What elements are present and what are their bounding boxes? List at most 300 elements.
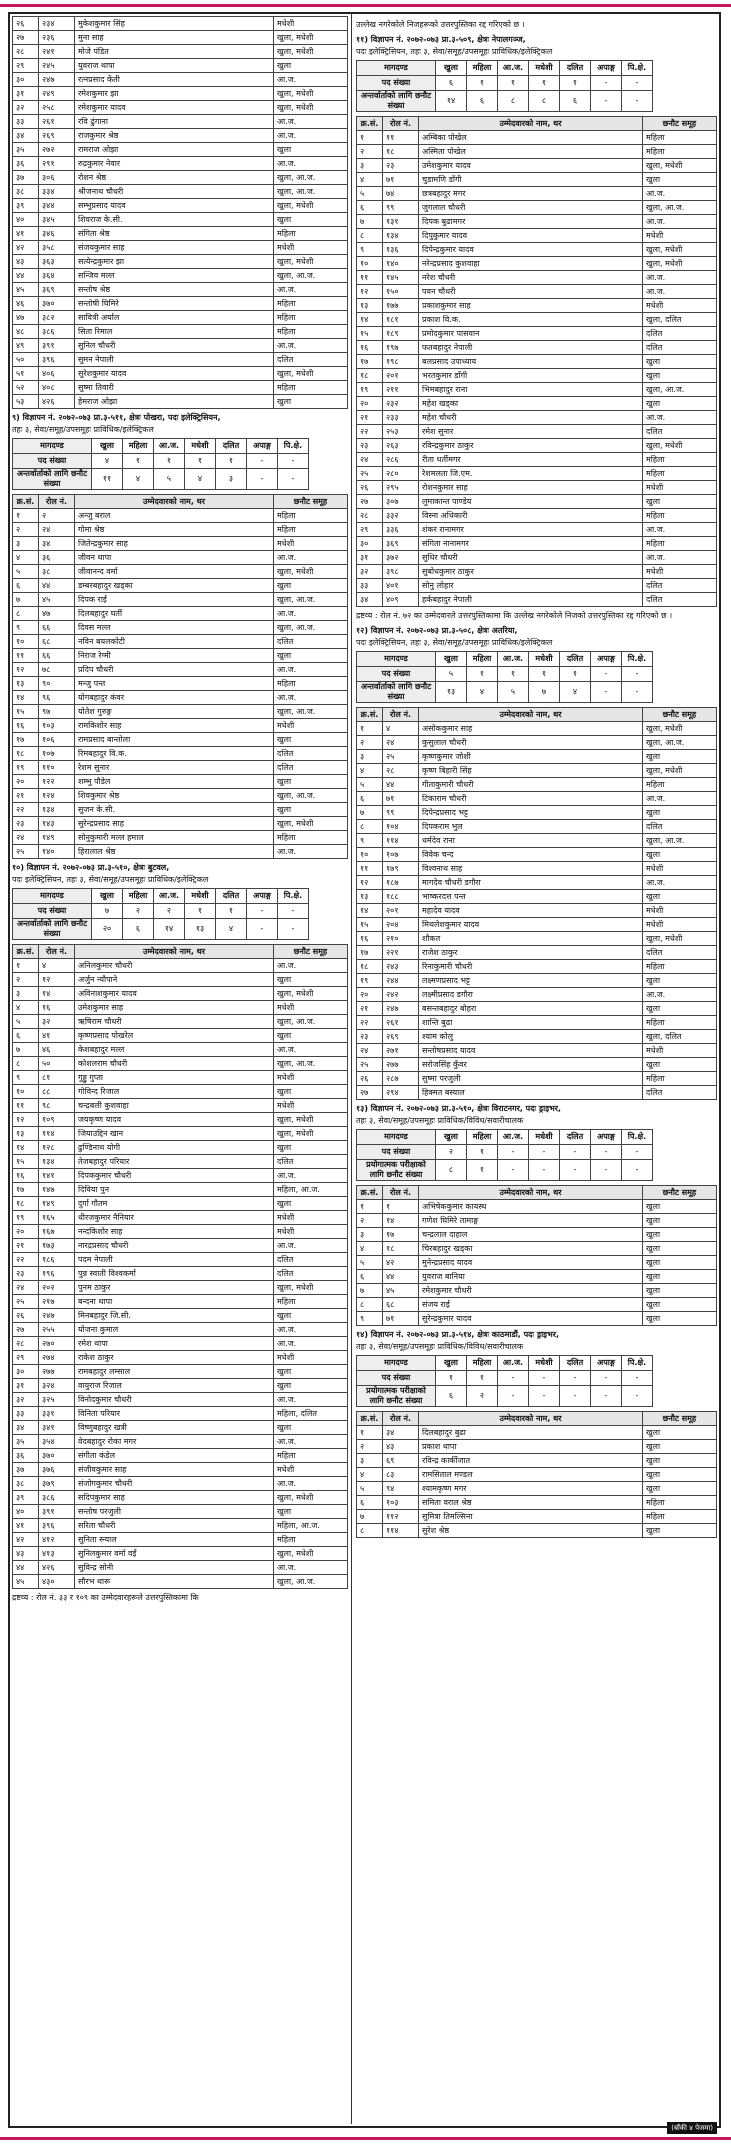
serial-cell: १५ [357,327,383,341]
name-cell: सन्तोष श्रेष्ठ [75,283,274,297]
roll-cell: १२४ [39,789,75,803]
category-cell: आ.ज. [274,845,348,859]
post-column-header: पि.क्षे. [622,1130,653,1145]
category-cell: महिला [643,1510,717,1524]
roll-cell: २४९ [39,87,75,101]
name-cell: वायुराज रिजाल [75,1379,274,1393]
serial-cell: १३ [13,1127,39,1141]
table-row [13,579,348,593]
category-cell: खुला [274,1421,348,1435]
serial-cell: १६ [357,932,383,946]
roll-cell: २४३ [383,960,419,974]
post-value: - [591,667,622,682]
category-cell: खुला, आ.ज. [643,383,717,397]
table-row [13,1071,348,1085]
category-cell: आ.ज. [643,523,717,537]
serial-cell: ३३ [357,579,383,593]
column-header: रोल नं. [383,1186,419,1200]
continued-badge: (बाँकी ४ पेजमा) [667,2122,717,2134]
category-cell: खुला [274,1365,348,1379]
name-cell: रामराज ओझा [75,143,274,157]
category-cell: मधेशी [643,299,717,313]
serial-cell: ३९ [13,199,39,213]
name-cell: निराज रेग्मी [75,649,274,663]
roll-cell: २८७ [383,1072,419,1086]
serial-cell: ४१ [13,227,39,241]
post-column-header: अपाङ्ग [591,1356,622,1371]
serial-cell: २८ [13,45,39,59]
category-cell: खुला, मधेशी [274,101,348,115]
roll-cell: १३४ [39,1155,75,1169]
serial-cell: १८ [357,960,383,974]
category-cell: खुला [643,1482,717,1496]
category-cell: खुला [274,973,348,987]
name-cell: मुनेन्द्रप्रसाद यादव [419,1256,643,1270]
serial-cell: ४७ [13,311,39,325]
roll-cell: २४७ [39,1309,75,1323]
category-cell: खुला [274,579,348,593]
serial-cell: ३६ [13,157,39,171]
roll-cell: ६९ [383,1454,419,1468]
serial-cell: १२ [357,876,383,890]
post-count-table [356,1355,653,1407]
serial-cell: १ [357,131,383,145]
roll-cell: ५० [39,1057,75,1071]
roll-cell: १४ [39,987,75,1001]
post-value: ६ [560,91,591,112]
table-row [13,719,348,733]
serial-cell: २१ [357,411,383,425]
name-cell: पुनम ठाकुर [75,1281,274,1295]
name-cell: रोशनकुमार साह [419,481,643,495]
category-cell: आ.ज. [643,215,717,229]
name-cell: योजना कुमाल [75,1323,274,1337]
serial-cell: १५ [357,918,383,932]
table-row [357,764,717,778]
roll-cell: १०६ [39,733,75,747]
serial-cell: ५ [13,1015,39,1029]
post-value: ४ [92,454,123,469]
post-value: १ [216,454,247,469]
post-column-header: मधेशी [529,61,560,76]
table-row [357,481,717,495]
table-row [13,761,348,775]
serial-cell: ५ [357,1256,383,1270]
name-cell: सोनु लोहार [419,579,643,593]
post-row-label: अन्तर्वार्ताको लागि छनौट संख्या [357,91,436,112]
name-cell: विनोदकुमार चौधरी [75,1393,274,1407]
post-value: ५ [436,667,467,682]
name-cell: सौरभ थारू [75,1575,274,1589]
table-row [13,1561,348,1575]
category-cell: महिला [274,677,348,691]
name-cell: गुड्डु गुप्ता [75,1071,274,1085]
category-cell: खुला, आ.ज. [274,1575,348,1589]
serial-cell: ४० [13,213,39,227]
roll-cell: २४७ [383,1002,419,1016]
roll-cell: ३५४ [39,1435,75,1449]
advertisement-heading: ११) विज्ञापन नं. २०७२-०७३ प्रा.३-५०९, क्षेत्रः नेपालगञ्ज, पदः इलेक्ट्रिसियन, तहः ३, सेवा/समूह/उपसमूहः प्राविधिक/इलेक्ट्रिकल [356,35,553,56]
category-cell: खुला, मधेशी [643,439,717,453]
roll-cell: ४५ [39,593,75,607]
table-row [357,453,717,467]
table-row [357,467,717,481]
category-cell: खुला [643,1468,717,1482]
table-row [357,1242,717,1256]
post-column-header: दलित [560,61,591,76]
table-row [357,131,717,145]
table-row [13,1281,348,1295]
serial-cell: २९ [13,59,39,73]
name-cell: संजोगकुमार चौधरी [75,1477,274,1491]
name-cell: शंकर रानामगर [419,523,643,537]
column-header: छनौट समूह [274,495,348,509]
roll-cell: १५० [383,285,419,299]
serial-cell: २१ [13,789,39,803]
roll-cell: २४ [39,523,75,537]
table-row [13,1197,348,1211]
serial-cell: १४ [13,1141,39,1155]
category-cell: आ.ज. [643,411,717,425]
serial-cell: ३१ [13,1379,39,1393]
serial-cell: १४ [13,691,39,705]
post-value: १ [560,667,591,682]
category-cell: महिला [274,1533,348,1547]
serial-cell: ३३ [13,1407,39,1421]
name-cell: बन्दना थापा [75,1295,274,1309]
name-cell: अभिषेककुमार कायस्थ [419,1200,643,1214]
roll-cell: २ [39,509,75,523]
name-cell: सुजन के.सी. [75,803,274,817]
roll-cell: ७१ [383,792,419,806]
roll-cell: १३६ [383,243,419,257]
serial-cell: १४ [357,313,383,327]
category-cell: आ.ज. [643,551,717,565]
column-header: रोल नं. [383,1412,419,1426]
table-row [357,523,717,537]
roll-cell: १९८ [383,355,419,369]
serial-cell: ५ [13,565,39,579]
name-cell: रेशमलता जि.एम. [419,467,643,481]
post-value: १४ [436,91,467,112]
table-row [357,383,717,397]
name-cell: विष्णुबहादुर खत्री [75,1421,274,1435]
column-header: उम्मेदवारको नाम, थर [419,1186,643,1200]
name-cell: प्रकाश वि.क. [419,313,643,327]
post-row [357,1160,653,1181]
results-table [356,116,717,607]
post-value: - [622,682,653,703]
serial-cell: ८ [357,229,383,243]
serial-cell: २३ [357,1030,383,1044]
name-cell: दिपेन्द्रकुमार यादव [419,243,643,257]
roll-cell: २९१ [39,157,75,171]
table-row [13,143,348,157]
name-cell: शौकत [419,932,643,946]
post-row [13,469,309,490]
serial-cell: ४५ [13,283,39,297]
serial-cell: २५ [357,1058,383,1072]
category-cell: आ.ज. [274,1561,348,1575]
category-cell: आ.ज. [643,187,717,201]
post-value: - [622,1145,653,1160]
post-column-header: पि.क्षे. [622,61,653,76]
roll-cell: २७४ [39,1351,75,1365]
serial-cell: ७ [13,593,39,607]
post-value: - [622,1160,653,1181]
results-table [12,16,348,409]
post-value: १३ [436,682,467,703]
name-cell: सुबोधकुमार ठाकुर [419,565,643,579]
name-cell: सुनिता स्न्याल [75,1533,274,1547]
roll-cell: २४५ [39,59,75,73]
name-cell: पवन चौधरी [419,285,643,299]
post-value: ४ [185,469,216,490]
post-column-header: दलित [560,652,591,667]
table-row [13,45,348,59]
post-value: ११ [92,469,123,490]
serial-cell: २६ [13,17,39,31]
roll-cell: २०२ [39,1281,75,1295]
category-cell: खुला, मधेशी [643,159,717,173]
name-cell: राजकुमार श्रेष्ठ [75,129,274,143]
category-cell: खुला [643,1002,717,1016]
category-cell: आ.ज. [643,285,717,299]
roll-cell: १४१ [39,1169,75,1183]
post-value: ४ [467,682,498,703]
category-cell: आ.ज. [643,876,717,890]
column-header: उम्मेदवारको नाम, थर [75,495,274,509]
roll-cell: ४५ [383,1284,419,1298]
roll-cell: ११२ [383,1510,419,1524]
category-cell: दलित [643,946,717,960]
roll-cell: ३८२ [39,311,75,325]
category-cell: महिला [274,509,348,523]
serial-cell: २० [357,397,383,411]
roll-cell: ४०८ [39,381,75,395]
post-value: ८ [436,1160,467,1181]
name-cell: सुरेन्द्रप्रसाद साह [75,817,274,831]
table-row [357,565,717,579]
name-cell: सदिपकुमार साह [75,1491,274,1505]
name-cell: रोशन श्रेष्ठ [75,171,274,185]
category-cell: महिला [274,1449,348,1463]
category-cell: खुला, मधेशी [274,367,348,381]
roll-cell: २६९ [383,1030,419,1044]
serial-cell: १५ [13,1155,39,1169]
roll-cell: २८ [383,764,419,778]
category-cell: खुला, मधेशी [274,1281,348,1295]
serial-cell: ३ [357,1228,383,1242]
name-cell: सुनिल चौधरी [75,339,274,353]
name-cell: सन्तोषप्रसाद यादव [419,1044,643,1058]
name-cell: पुन्न स्वाती विश्वकर्मा [75,1267,274,1281]
table-row [357,1256,717,1270]
serial-cell: २ [357,1440,383,1454]
table-row [357,159,717,173]
name-cell: नरेश चौधरी [419,271,643,285]
name-cell: मुना साह [75,31,274,45]
category-cell: खुला [274,143,348,157]
name-cell: रामबहादुर लम्साल [75,1365,274,1379]
name-cell: श्रीजनाथ चौधरी [75,185,274,199]
post-value: ७ [529,682,560,703]
name-cell: हर्कबहादुर नेपाली [419,593,643,607]
roll-cell: २९४ [383,1086,419,1100]
table-row [357,145,717,159]
serial-cell: २२ [13,803,39,817]
post-row-label: प्रयोगात्मक परीक्षाको लागि छनौट संख्या [357,1386,436,1407]
category-cell: खुला [643,1242,717,1256]
category-cell: दलित [274,747,348,761]
table-row [357,1298,717,1312]
table-row [357,1312,717,1326]
name-cell: प्रमोदकुमार पासवान [419,327,643,341]
table-row [357,1228,717,1242]
table-row [357,229,717,243]
serial-cell: ३७ [13,1463,39,1477]
post-column-header: अपाङ्ग [247,889,278,904]
name-cell: रमेश सुनार [419,425,643,439]
serial-cell: ३१ [357,551,383,565]
roll-cell: ३८६ [39,1491,75,1505]
category-cell: महिला, आ.ज. [274,1519,348,1533]
table-row [357,187,717,201]
table-row [13,705,348,719]
serial-cell: १० [13,635,39,649]
category-cell: महिला, दलित [274,1407,348,1421]
table-row [13,1057,348,1071]
roll-cell: १४९ [39,1197,75,1211]
table-row [13,1575,348,1589]
serial-cell: ३० [13,1365,39,1379]
table-row [357,1482,717,1496]
category-cell: खुला [274,649,348,663]
post-row [357,682,653,703]
serial-cell: ३२ [13,101,39,115]
name-cell: सम्भुप्रसाद यादव [75,199,274,213]
post-value: - [591,682,622,703]
category-cell: खुला, मधेशी [643,932,717,946]
category-cell: दलित [274,1253,348,1267]
table-row [13,311,348,325]
post-value: - [498,1160,529,1181]
serial-cell: २५ [13,845,39,859]
roll-cell: २३ [383,159,419,173]
table-row [13,1463,348,1477]
table-row [13,1533,348,1547]
category-cell: खुला [643,1058,717,1072]
serial-cell: २७ [357,495,383,509]
category-cell: खुला [274,1141,348,1155]
post-value: - [278,454,309,469]
table-row [13,1519,348,1533]
name-cell: संगिता नानामगर [419,537,643,551]
roll-cell: ३९१ [39,339,75,353]
name-cell: टिकाराम चौधरी [419,792,643,806]
serial-cell: ७ [357,215,383,229]
serial-cell: ३७ [13,171,39,185]
serial-cell: ९ [13,621,39,635]
table-row [357,736,717,750]
serial-cell: ११ [357,271,383,285]
column-header: रोल नं. [383,117,419,131]
table-row [357,411,717,425]
category-cell: मधेशी [274,1001,348,1015]
name-cell: राकेश ठाकुर [75,1351,274,1365]
table-row [13,775,348,789]
serial-cell: ४३ [13,255,39,269]
roll-cell: ३४ [383,1426,419,1440]
roll-cell: ४०९ [383,593,419,607]
category-cell: मधेशी [643,481,717,495]
roll-cell: ३४ [39,537,75,551]
name-cell: दिपक राई [75,593,274,607]
table-row [357,593,717,607]
category-cell: खुला, आ.ज. [274,593,348,607]
table-header-row [357,117,717,131]
post-value: - [498,1386,529,1407]
table-row [13,593,348,607]
category-cell: खुला [274,1505,348,1519]
table-row [13,31,348,45]
category-cell: खुला [643,750,717,764]
roll-cell: ४७ [39,607,75,621]
table-row [13,129,348,143]
name-cell: भाष्करदत्त पन्त [419,890,643,904]
post-value: ४ [216,919,247,940]
serial-cell: २७ [357,1086,383,1100]
serial-cell: १९ [357,383,383,397]
table-row [357,579,717,593]
name-cell: शिवराज के.सी. [75,213,274,227]
name-cell: डम्बरबहादुर खड्का [75,579,274,593]
roll-cell: ९९ [383,201,419,215]
name-cell: तेजबहादुर परियार [75,1155,274,1169]
table-row [357,327,717,341]
serial-cell: १ [13,509,39,523]
roll-cell: ४६ [39,1043,75,1057]
roll-cell: ३८ [39,565,75,579]
name-cell: हिरालाल श्रेष्ठ [75,845,274,859]
post-column-header: महिला [467,652,498,667]
table-row [13,283,348,297]
post-value: - [247,904,278,919]
category-cell: खुला [643,1524,717,1538]
roll-cell: ९६ [39,691,75,705]
category-cell: खुला [643,1200,717,1214]
roll-cell: २४ [383,736,419,750]
table-row [13,1099,348,1113]
serial-cell: १० [13,1085,39,1099]
roll-cell: २११ [383,383,419,397]
table-header-row [357,1412,717,1426]
name-cell: सिता रिमाल [75,325,274,339]
table-row [357,778,717,792]
roll-cell: १ [383,1200,419,1214]
name-cell: कोशलराम चौधरी [75,1057,274,1071]
name-cell: प्रदिप चौधरी [75,663,274,677]
column-divider [351,14,352,2124]
roll-cell: ३९६ [39,353,75,367]
post-column-header: दलित [560,1356,591,1371]
serial-cell: १९ [13,1211,39,1225]
post-value: २ [154,904,185,919]
name-cell: रमेशकुमार झा [75,87,274,101]
table-row [357,285,717,299]
serial-cell: १२ [357,285,383,299]
category-cell: खुला, मधेशी [274,987,348,1001]
